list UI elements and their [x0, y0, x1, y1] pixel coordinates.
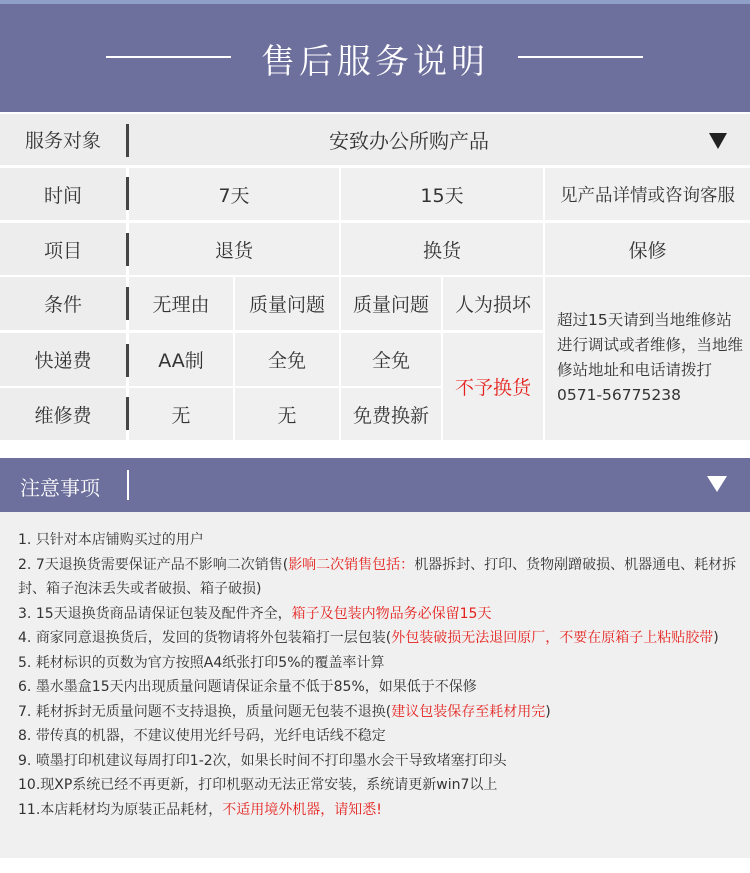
divider — [127, 470, 129, 500]
item-number: 8. — [18, 728, 32, 744]
item-text: 现XP系统已经不再更新，打印机驱动无法正常安装，系统请更新win7以上 — [40, 777, 498, 793]
item-text: 只针对本店铺购买过的用户 — [35, 532, 204, 548]
item-text-tail: 机器拆封、打印、货物剐蹭破损、机器通电、耗材拆封、箱子泡沫丢失或者破损、箱子破损) — [18, 556, 737, 597]
ship-free-2: 全免 — [341, 333, 441, 386]
item-number: 9. — [18, 752, 32, 769]
list-item — [18, 651, 738, 676]
ship-free-1: 全免 — [235, 333, 339, 386]
list-item — [18, 553, 738, 602]
item-text: 喷墨打印机建议每周打印1-2次，如果长时间不打印墨水会干导致堵塞打印头 — [35, 752, 507, 769]
repair-free-new: 免费换新 — [341, 388, 441, 440]
list-item — [18, 528, 738, 553]
header-top-stripe — [0, 0, 750, 4]
item-text: 墨水墨盒15天内出现质量问题请保证余量不低于85%，如果低于不保修 — [35, 679, 477, 695]
notice-title: 注意事项 — [20, 476, 100, 500]
item-number: 7. — [18, 703, 32, 720]
service-label: 服务对象 — [24, 130, 101, 152]
item-return: 退货 — [129, 223, 339, 275]
service-row[interactable] — [0, 112, 750, 165]
item-number: 5. — [18, 654, 32, 671]
item-number: 2. — [18, 556, 32, 573]
shipping-label: 快递费 — [0, 333, 126, 386]
item-number: 6. — [18, 679, 32, 695]
item-text-tail: ) — [713, 630, 719, 646]
item-label: 项目 — [0, 223, 126, 275]
cond-quality-2: 质量问题 — [341, 277, 441, 330]
item-text: 耗材拆封无质量问题不支持退换，质量问题无包装不退换( — [35, 703, 392, 720]
item-highlight: 建议包装保存至耗材用完 — [391, 703, 546, 720]
list-item — [18, 773, 738, 798]
list-item — [18, 626, 738, 651]
warranty-note-box — [545, 277, 750, 440]
list-item — [18, 602, 738, 627]
repair-none-1: 无 — [129, 388, 233, 440]
warranty-note: 超过15天请到当地维修站进行调试或者维修，当地维修站地址和电话请拨打0571-56775238 — [557, 311, 744, 404]
list-item — [18, 700, 738, 725]
page-title: 售后服务说明 — [261, 42, 489, 82]
notice-list-area — [0, 512, 750, 858]
item-number: 4. — [18, 630, 32, 646]
item-exchange: 换货 — [341, 223, 543, 275]
triangle-down-icon[interactable] — [707, 476, 727, 492]
cond-quality-1: 质量问题 — [235, 277, 339, 330]
item-text: 15天退换货商品请保证包装及配件齐全， — [35, 605, 292, 622]
list-item — [18, 724, 738, 749]
time-7day: 7天 — [129, 168, 339, 220]
header-right-rule — [518, 56, 643, 58]
service-value: 安致办公所购产品 — [329, 129, 489, 153]
item-number: 3. — [18, 605, 32, 622]
item-text: 本店耗材均为原装正品耗材， — [40, 801, 223, 818]
item-highlight: 影响二次销售包括： — [288, 556, 415, 573]
condition-label: 条件 — [0, 277, 126, 330]
time-15day: 15天 — [341, 168, 543, 220]
item-highlight: 不适用境外机器，请知悉! — [222, 801, 382, 818]
ship-aa: AA制 — [129, 333, 233, 386]
time-label: 时间 — [0, 168, 126, 220]
repair-none-2: 无 — [235, 388, 339, 440]
list-item — [18, 675, 738, 700]
item-text: 商家同意退换货后，发回的货物请将外包装箱打一层包装( — [35, 630, 392, 646]
page-header — [0, 0, 750, 112]
time-row — [0, 165, 750, 221]
notice-list — [18, 528, 738, 822]
item-text-tail: ) — [545, 703, 551, 720]
repair-label: 维修费 — [0, 388, 126, 440]
item-text: 7天退换货需要保证产品不影响二次销售( — [35, 556, 289, 573]
item-highlight: 外包装破损无法退回原厂，不要在原箱子上粘贴胶带 — [391, 630, 714, 646]
no-exchange-cell: 不予换货 — [443, 333, 543, 440]
item-number: 11. — [18, 801, 41, 818]
list-item — [18, 798, 738, 823]
item-text: 耗材标识的页数为官方按照A4纸张打印5%的覆盖率计算 — [35, 654, 385, 671]
item-number: 1. — [18, 532, 32, 548]
triangle-down-icon[interactable] — [709, 133, 727, 149]
item-number: 10. — [18, 777, 41, 793]
item-row — [0, 221, 750, 277]
item-warranty: 保修 — [545, 223, 750, 275]
item-highlight: 箱子及包装内物品务必保留15天 — [291, 605, 492, 622]
item-text: 带传真的机器，不建议使用光纤号码，光纤电话线不稳定 — [35, 728, 386, 744]
notice-header[interactable] — [0, 458, 750, 512]
time-warranty: 见产品详情或咨询客服 — [545, 168, 750, 220]
list-item — [18, 749, 738, 774]
cond-human-damage: 人为损坏 — [443, 277, 543, 330]
cond-no-reason: 无理由 — [129, 277, 233, 330]
